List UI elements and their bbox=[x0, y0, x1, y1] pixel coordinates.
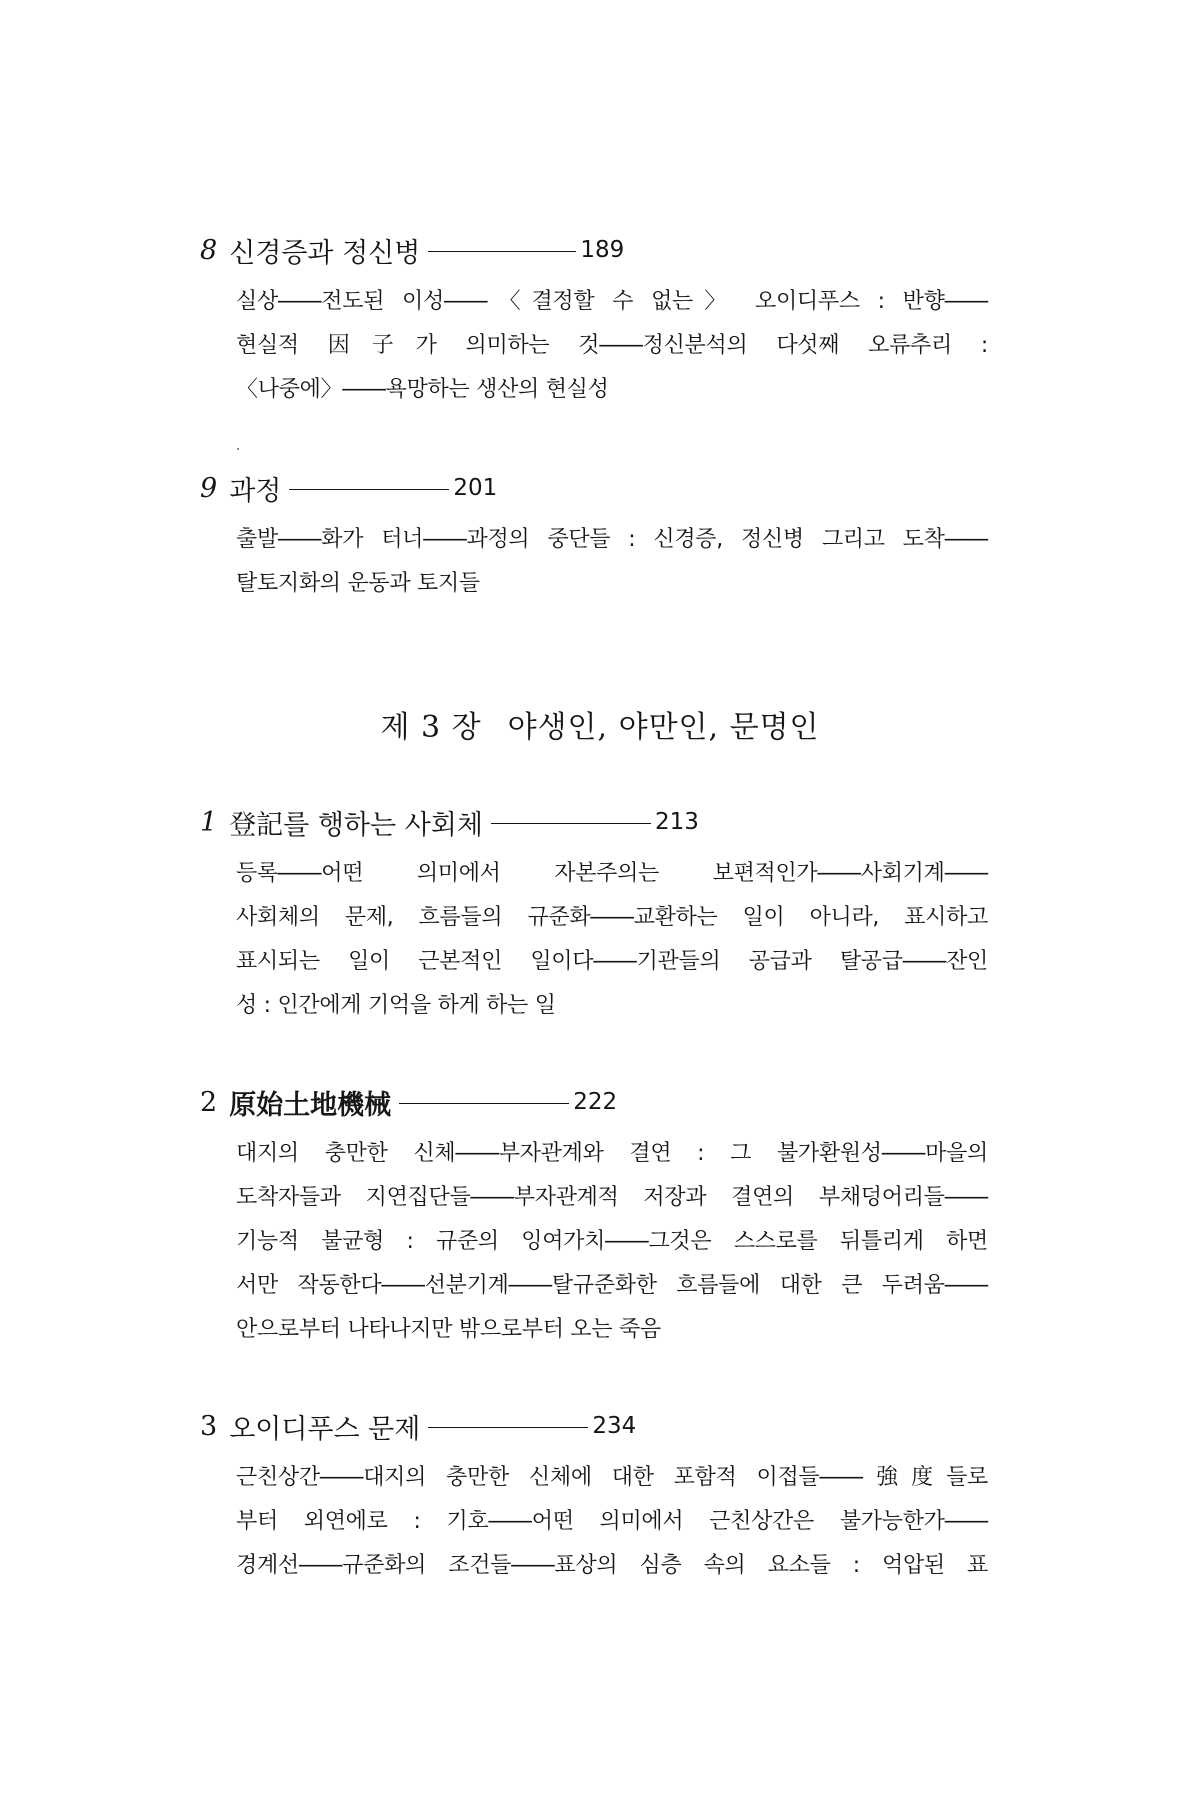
toc-entry-8 bbox=[200, 228, 1000, 412]
leader-line bbox=[428, 251, 576, 252]
toc-entry-2 bbox=[200, 1080, 1000, 1352]
entry-line: 안으로부터 나타나지만 밖으로부터 오는 죽음 bbox=[236, 1317, 661, 1342]
scan-speck bbox=[237, 448, 239, 450]
entry-line: 현실적 因子가 의미하는 것――정신분석의 다섯째 오류추리 : bbox=[236, 333, 988, 358]
entry-description bbox=[236, 1456, 988, 1588]
toc-entry-9 bbox=[200, 466, 1000, 606]
entry-line: 경계선――규준화의 조건들――표상의 심층 속의 요소들 : 억압된 표 bbox=[236, 1553, 988, 1578]
entry-page-number: 213 bbox=[654, 809, 699, 835]
chapter-heading bbox=[0, 702, 1200, 746]
leader-line bbox=[428, 1427, 588, 1428]
leader-line bbox=[289, 489, 449, 490]
entry-description bbox=[236, 852, 988, 1028]
entry-line: 실상――전도된 이성――〈결정할 수 없는〉 오이디푸스 : 반향―― bbox=[236, 289, 988, 314]
entry-number: 2 bbox=[200, 1086, 218, 1118]
entry-title: 신경증과 정신병 bbox=[229, 237, 421, 269]
entry-number: 3 bbox=[200, 1410, 218, 1442]
entry-line: 근친상간――대지의 충만한 신체에 대한 포함적 이접들――強度들로 bbox=[236, 1465, 988, 1490]
toc-entry-1 bbox=[200, 800, 1000, 1028]
leader-line bbox=[491, 823, 651, 824]
entry-heading bbox=[200, 800, 1000, 844]
entry-heading bbox=[200, 466, 1000, 510]
entry-line: 부터 외연에로 : 기호――어떤 의미에서 근친상간은 불가능한가―― bbox=[236, 1509, 988, 1534]
entry-number: 9 bbox=[200, 472, 218, 504]
chapter-label: 제 3 장 bbox=[380, 710, 482, 745]
entry-heading bbox=[200, 228, 1000, 272]
entry-title: 과정 bbox=[229, 475, 282, 507]
entry-line: 출발――화가 터너――과정의 중단들 : 신경증, 정신병 그리고 도착―― bbox=[236, 527, 988, 552]
entry-description bbox=[236, 280, 988, 412]
chapter-title: 야생인, 야만인, 문명인 bbox=[507, 710, 820, 745]
entry-line: 표시되는 일이 근본적인 일이다――기관들의 공급과 탈공급――잔인 bbox=[236, 949, 988, 974]
leader-line bbox=[399, 1103, 569, 1104]
entry-line: 〈나중에〉――욕망하는 생산의 현실성 bbox=[236, 377, 609, 402]
entry-page-number: 222 bbox=[573, 1089, 618, 1115]
entry-page-number: 201 bbox=[453, 475, 498, 501]
entry-description bbox=[236, 518, 988, 606]
entry-number: 8 bbox=[200, 234, 218, 266]
entry-line: 탈토지화의 운동과 토지들 bbox=[236, 571, 480, 596]
entry-line: 도착자들과 지연집단들――부자관계적 저장과 결연의 부채덩어리들―― bbox=[236, 1185, 988, 1210]
entry-title: 原始土地機械 bbox=[229, 1089, 392, 1121]
entry-description bbox=[236, 1132, 988, 1352]
entry-line: 사회체의 문제, 흐름들의 규준화――교환하는 일이 아니라, 표시하고 bbox=[236, 905, 988, 930]
entry-heading bbox=[200, 1404, 1000, 1448]
entry-heading bbox=[200, 1080, 1000, 1124]
entry-line: 등록――어떤 의미에서 자본주의는 보편적인가――사회기계―― bbox=[236, 861, 988, 886]
entry-number: 1 bbox=[200, 806, 218, 838]
toc-entry-3 bbox=[200, 1404, 1000, 1588]
entry-line: 서만 작동한다――선분기계――탈규준화한 흐름들에 대한 큰 두려움―― bbox=[236, 1273, 988, 1298]
entry-page-number: 234 bbox=[592, 1413, 637, 1439]
entry-title: 登記를 행하는 사회체 bbox=[229, 809, 483, 841]
entry-line: 기능적 불균형 : 규준의 잉여가치――그것은 스스로를 뒤틀리게 하면 bbox=[236, 1229, 988, 1254]
entry-page-number: 189 bbox=[580, 237, 625, 263]
entry-line: 대지의 충만한 신체――부자관계와 결연 : 그 불가환원성――마을의 bbox=[236, 1141, 988, 1166]
entry-line: 성 : 인간에게 기억을 하게 하는 일 bbox=[236, 993, 556, 1018]
entry-title: 오이디푸스 문제 bbox=[229, 1413, 421, 1445]
